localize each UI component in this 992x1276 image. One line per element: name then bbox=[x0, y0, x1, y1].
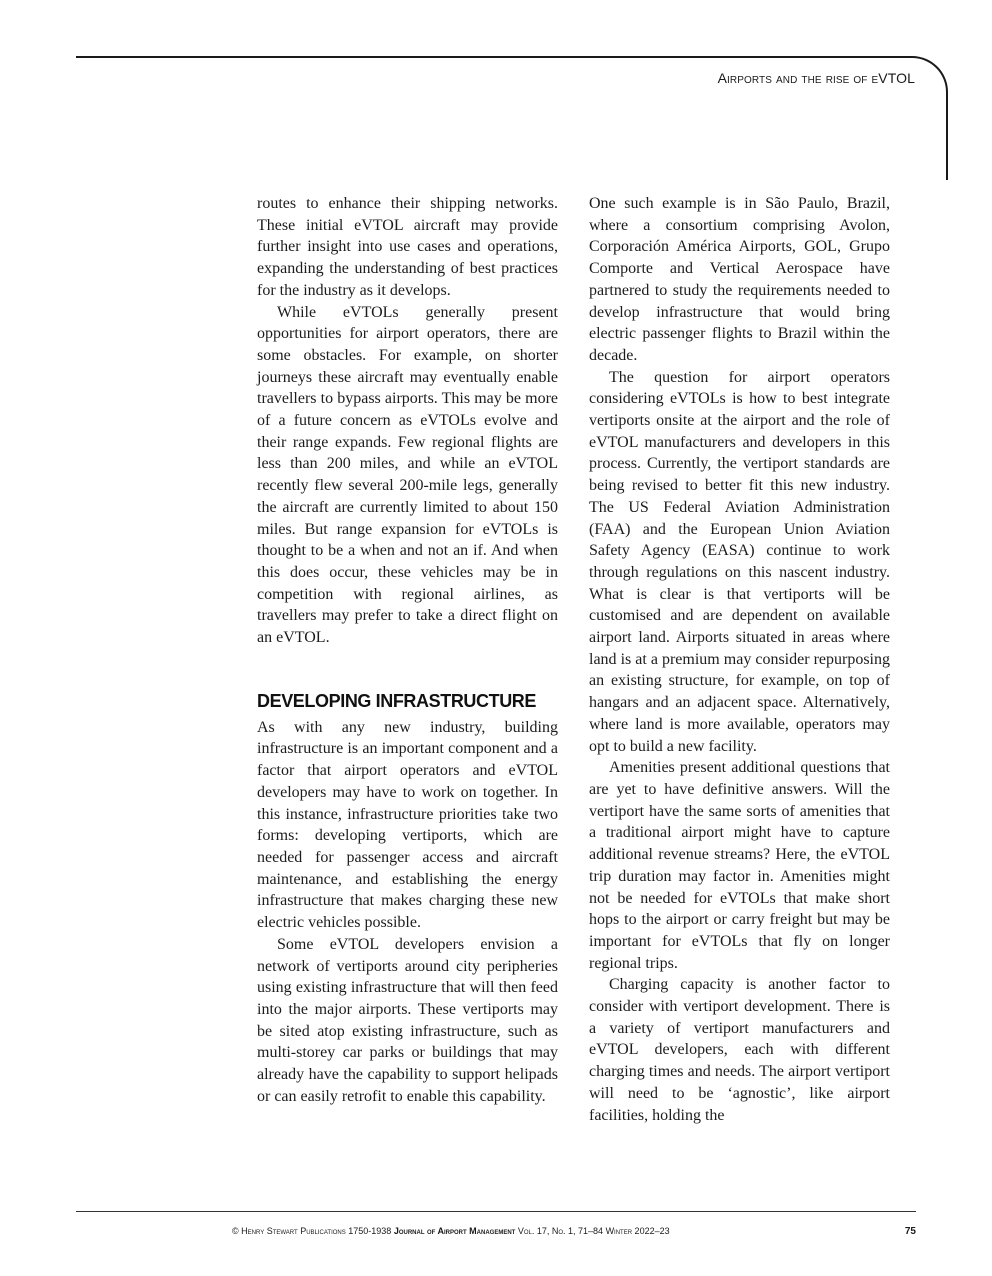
right-column bbox=[589, 193, 890, 1126]
paragraph: Charging capacity is another factor to consider with vertiport development. There is a variety of vertiport manufacturers and eVTOL developers, each with different charging times and needs. The airport vertiport will need to be ‘agnostic’, like airport facilities, holding the bbox=[589, 976, 890, 1124]
footer-citation: Vol. 17, No. 1, 71–84 Winter 2022–23 bbox=[517, 1226, 670, 1236]
section-heading: DEVELOPING INFRASTRUCTURE bbox=[257, 690, 537, 711]
paragraph: Amenities present additional questions that are yet to have definitive answers. Will the vertiport have the same sorts of amenities that a traditional airport might have to capture additional revenue streams? Here, the eVTOL trip duration may factor in. Amenities might not be needed for eVTOLs that make short hops to the airport or carry freight but may be important for eVTOLs that fly on longer regional trips. bbox=[589, 759, 890, 972]
paragraph: The question for airport operators considering eVTOLs is how to best integrate vertiports onsite at the airport and the role of eVTOL manufacturers and developers in this process. Currently, the vertiport standards are being revised to better fit this new industry. The US Federal Aviation Administration (FAA) and the European Union Aviation Safety Agency (EASA) continue to work through regulations on this nascent industry. What is clear is that vertiports will be customised and are dependent on available airport land. Airports situated in areas where land is at a premium may consider repurposing an existing structure, for example, on top of hangars and an adjacent space. Alternatively, where land is more available, operators may opt to build a new facility. bbox=[589, 368, 890, 755]
paragraph: routes to enhance their shipping networks. These initial eVTOL aircraft may provide further insight into use cases and operations, expanding the understanding of best practices for the industry as it develops. bbox=[257, 195, 558, 299]
footer-copyright: © Henry Stewart Publications 1750-1938 bbox=[232, 1226, 392, 1236]
left-column bbox=[257, 193, 558, 1107]
paragraph: Some eVTOL developers envision a network of vertiports around city peripheries using existing infrastructure that will then feed into the major airports. These vertiports may be sited atop existing infrastructure, such as multi-storey car parks or buildings that may already have the capability to support helipads or can easily retrofit to enable this capability. bbox=[257, 935, 558, 1105]
paragraph: As with any new industry, building infrastructure is an important component and a factor that airport operators and eVTOL developers may have to work on together. In this instance, infrastructure priorities take two forms: developing vertiports, which are needed for passenger access and aircraft maintenance, and establishing the energy infrastructure that makes charging these new electric vehicles possible. bbox=[257, 718, 558, 932]
paragraph: One such example is in São Paulo, Brazil, where a consortium comprising Avolon, Corporación América Airports, GOL, Grupo Comporte and Vertical Aerospace have partnered to study the requirements needed to develop infrastructure that would bring electric passenger flights to Brazil within the decade. bbox=[589, 195, 890, 364]
footer-journal-title: Journal of Airport Management bbox=[393, 1226, 516, 1236]
page-number: 75 bbox=[904, 1226, 916, 1237]
running-head: Airports and the rise of eVTOL bbox=[717, 70, 915, 86]
footer-rule bbox=[76, 1211, 916, 1212]
paragraph: While eVTOLs generally present opportunities for airport operators, there are some obstacles. For example, on shorter journeys these aircraft may eventually enable travellers to bypass airports. This may be more of a future concern as eVTOLs evolve and their range expands. Few regional flights are less than 200 miles, and while an eVTOL recently flew several 200-mile legs, generally the aircraft are currently limited to about 150 miles. But range expansion for eVTOLs is thought to be a when and not an if. And when this does occur, these vehicles may be in competition with regional airlines, as travellers may prefer to take a direct flight on an eVTOL. bbox=[257, 303, 558, 647]
footer bbox=[232, 1226, 920, 1237]
